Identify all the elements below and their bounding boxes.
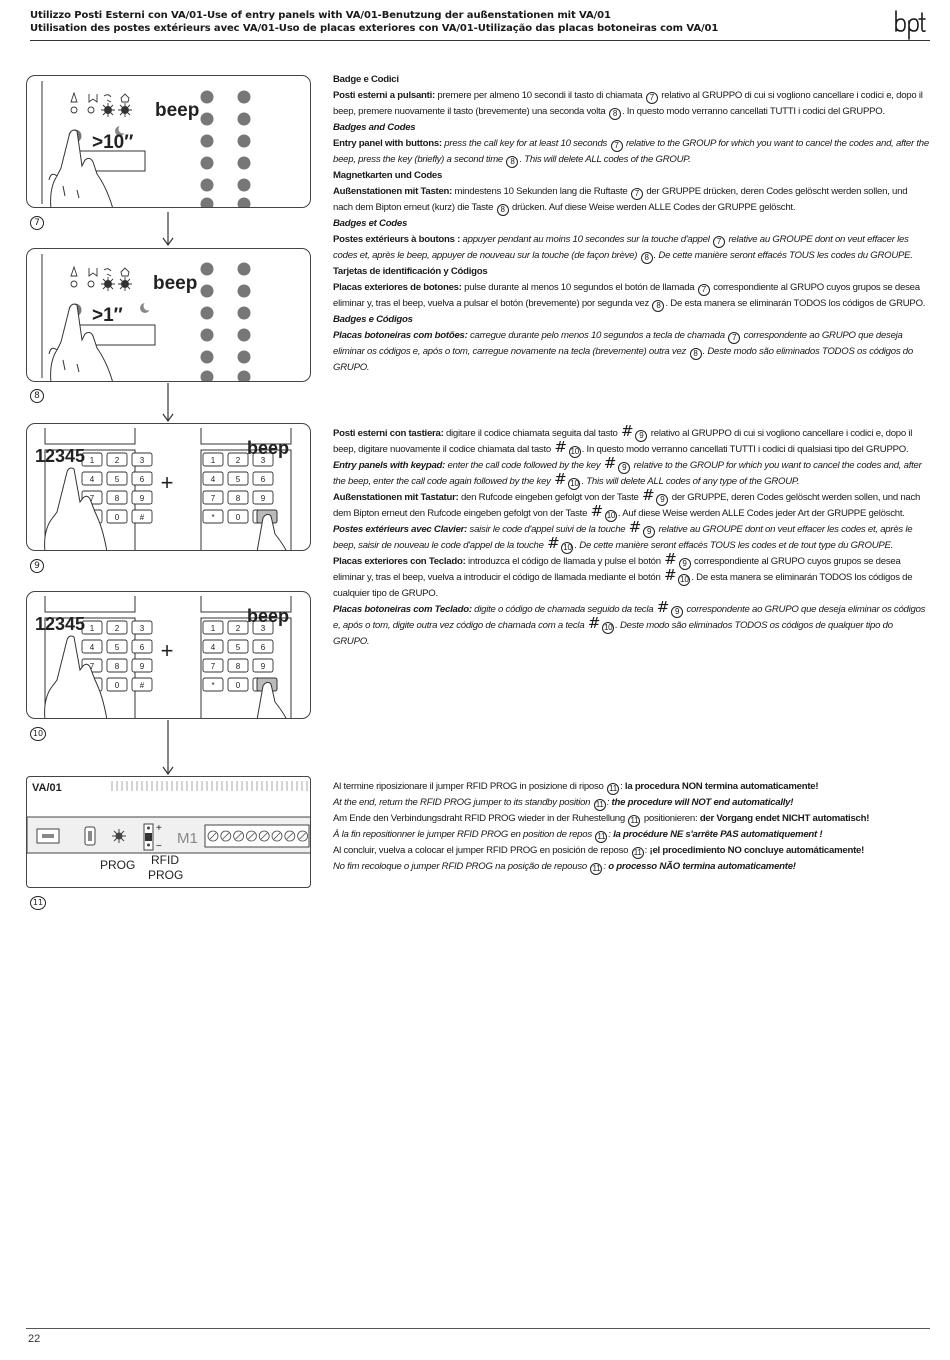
keypad-key-label: 6 [260, 475, 266, 484]
keypad-key-label: 9 [139, 494, 145, 503]
keypad-key-label: 6 [139, 643, 145, 652]
section-jumper-reset [333, 779, 929, 875]
keypad-key-label: 5 [235, 475, 241, 484]
paragraph-de: Außenstationen mit Tasten: mindestens 10 Sekunden lang die Ruftaste 7 der GRUPPE drücken, deren Codes gelöscht werden sollen, und nach dem Bipton erneut (kurz) die Taste 8 drücken. Auf diese Weise werden ALLE Codes der GRUPPE gelöscht. [333, 186, 908, 214]
arrow-down-icon [160, 212, 176, 247]
section-keypad-codes [333, 422, 929, 650]
keypad-key-label: 4 [210, 643, 216, 652]
arrow-down-icon [160, 720, 176, 776]
keypad-key-label: 8 [235, 494, 241, 503]
paragraph-fr: Postes extérieurs avec Clavier: saisir le code d'appel suivi de la touche # 9 relative au GROUPE dont on veut effacer les codes et, après le beep, saisir de nouveau le code d'appel de la touche # 10 . De cette manière seront effacés TOUS les codes et de tout type du GROUPE. [333, 518, 913, 552]
call-buttons-grid [201, 91, 251, 209]
heading-en: Badges and Codes [333, 122, 416, 133]
keypad-key-label: 2 [235, 456, 241, 465]
paragraph-en: Entry panels with keypad: enter the call code followed by the key # 9 relative to the GROUP for which you want to cancel the codes and, after the beep, enter the call code again followed by the key # 10 . This will delete ALL codes of any type of the GROUP. [333, 454, 922, 488]
paragraph-fr: Postes extérieurs à boutons : appuyer pendant au moins 10 secondes sur la touche d'appel 7 relative au GROUPE dont on veut effacer les codes et, après le beep, appuyer de nouveau sur la touche (de façon brève) 8 . De cette manière seront effacés TOUS les codes du GROUPE. [333, 234, 913, 262]
keypad-key-label: # [139, 513, 145, 522]
keypad-key-label: 5 [114, 475, 120, 484]
paragraph-en: Entry panel with buttons: press the call key for at least 10 seconds 7 relative to the GROUP for which you want to cancel the codes and, after the beep, press the key (briefly) a second time 8 . This will delete ALL codes of the GROUP. [333, 138, 929, 166]
paragraph-de: Am Ende den Verbindungsdraht RFID PROG wieder in der Ruhestellung 11 positionieren: der Vorgang endet NICHT automatisch! [333, 813, 870, 825]
page-number: 22 [28, 1333, 41, 1345]
entered-code: 12345 [35, 446, 86, 466]
keypad-key-label: * [211, 513, 215, 522]
keypad-key-label: 4 [89, 643, 95, 652]
plus-sign: + [160, 638, 174, 663]
keypad-key-label: 2 [114, 456, 120, 465]
figure-ref-10: 10 [29, 723, 47, 741]
figure-call-key-hold-10s [26, 75, 311, 208]
beep-label: beep [153, 273, 198, 294]
keypad-key-label: 4 [210, 475, 216, 484]
beep-label: beep [247, 438, 290, 458]
keypad-key-label: 1 [89, 456, 95, 465]
header-title-line1: Utilizzo Posti Esterni con VA/01-Use of entry panels with VA/01-Benutzung der außenstationen mit VA/01 [30, 10, 611, 21]
heading-de: Magnetkarten und Codes [333, 170, 443, 181]
paragraph-fr: À la fin repositionner le jumper RFID PROG en position de repos 11 : la procédure NE s'arrête PAS automatiquement ! [333, 829, 823, 841]
entered-code: 12345 [35, 614, 86, 634]
keypad-key-label: 3 [139, 624, 145, 633]
figure-ref-9: 9 [29, 555, 45, 573]
bpt-logo [890, 7, 930, 41]
paragraph-en: At the end, return the RFID PROG jumper to its standby position 11 : the procedure will NOT end automatically! [333, 797, 794, 809]
heading-es: Tarjetas de identificación y Códigos [333, 266, 488, 277]
keypad-key-label: 8 [114, 494, 120, 503]
paragraph-it: Posti esterni a pulsanti: premere per almeno 10 secondi il tasto di chiamata 7 relativo al GRUPPO di cui si vogliono cancellare i codici e, dopo il beep, premere nuovamente il tasto (brevemente) una seconda volta 8 . In questo modo verranno cancellati TUTTI i codici del GRUPPO. [333, 90, 923, 118]
keypad-key-label: 7 [89, 662, 95, 671]
keypad-key-label: 2 [235, 624, 241, 633]
led-icon [112, 829, 126, 843]
keypad-key-label: 9 [260, 662, 266, 671]
status-icons [71, 267, 132, 291]
keypad-key-label: 6 [260, 643, 266, 652]
va01-board-illustration [27, 777, 311, 888]
keypad-key-label: 0 [114, 513, 120, 522]
paragraph-es: Placas exteriores de botones: pulse durante al menos 10 segundos el botón de llamada 7 correspondiente al GRUPO cuyos grupos se desea eliminar y, tras el beep, vuelva a pulsar el botón (brevemente) por segunda vez 8 . De esta manera se eliminarán TODOS los códigos de GRUPO. [333, 282, 926, 310]
paragraph-pt: Placas botoneiras com Teclado: digite o código de chamada seguido da tecla # 9 correspondente ao GRUPO que deseja eliminar os códigos e, após o tom, digite outra vez código de chamada com a tecla # 10 . Deste modo são eliminados TODOS os códigos de qualquer tipo do GRUPO. [333, 598, 926, 647]
paragraph-pt: No fim recoloque o jumper RFID PROG na posição de repouso 11 : o processo NÃO termina automaticamente! [333, 861, 796, 873]
keypad-key-label: 9 [139, 662, 145, 671]
paragraph-it: Al termine riposizionare il jumper RFID PROG in posizione di riposo 11 : la procedura NON termina automaticamente! [333, 781, 819, 793]
keypad-key-label: 5 [235, 643, 241, 652]
keypad-key-label: 3 [260, 456, 266, 465]
prog-label: PROG [100, 858, 136, 872]
keypad-key-label: 8 [235, 662, 241, 671]
board-title: VA/01 [32, 782, 62, 794]
keypad-key-label: 1 [210, 624, 216, 633]
figure-call-key-press-1s [26, 248, 311, 382]
paragraph-de: Außenstationen mit Tastatur: den Rufcode eingeben gefolgt von der Taste # 9 der GRUPPE, deren Codes gelöscht werden sollen, und nach dem Bipton erneut den Rufcode eingeben gefolgt von der Taste # 10 . Auf diese Weise werden ALLE Codes jeder Art der GRUPPE gelöscht. [333, 486, 921, 520]
paragraph-pt: Placas botoneiras com botões: carregue durante pelo menos 10 segundos a tecla de chamada 7 correspondente ao GRUPO que deseja eliminar os códigos e, após o tom, carregue novamente na tecla (brevemente) outra vez 8 . Deste modo são eliminados TODOS os códigos do GRUPO. [333, 330, 913, 373]
paragraph-es: Al concluir, vuelva a colocar el jumper RFID PROG en posición de reposo 11 : ¡el procedimiento NO concluye automáticamente! [333, 845, 865, 857]
figure-ref-7: 7 [29, 212, 45, 230]
figure-ref-8: 8 [29, 385, 45, 403]
entry-panel-illustration [27, 249, 311, 382]
keypad-key-label: 7 [89, 494, 95, 503]
keypad-key-label: 7 [210, 662, 216, 671]
call-buttons-grid [201, 263, 251, 383]
footer-rule [26, 1328, 930, 1329]
keypad-illustration [27, 424, 311, 551]
heading-it: Badge e Codici [333, 74, 399, 85]
keypad-key-label: * [211, 681, 215, 690]
beep-label: beep [247, 606, 290, 626]
header-title-line2: Utilisation des postes extérieurs avec VA/01-Uso de placas exteriores con VA/01-Utilização das placas botoneiras com VA/01 [30, 23, 719, 34]
figure-keypad-code-hash [26, 423, 311, 551]
hold-duration-label: >10″ [92, 132, 134, 153]
rfid-label-line1: RFID [151, 853, 179, 867]
keypad-key-label: 5 [114, 643, 120, 652]
hold-duration-label: >1″ [92, 305, 123, 326]
status-icons [71, 93, 132, 117]
keypad-key-label: 0 [114, 681, 120, 690]
keypad-key-label: 3 [260, 624, 266, 633]
keypad-key-label: 8 [114, 662, 120, 671]
figure-va01-jumper [26, 776, 311, 888]
paragraph-it: Posti esterni con tastiera: digitare il codice chiamata seguita dal tasto # 9 relativo al GRUPPO di cui si vogliono cancellare i codici e, dopo il beep, digitare nuovamente il codice chiamata dal tasto # 10 . In questo modo verranno cancellati TUTTI i codici di qualsiasi tipo del GRUPPO. [333, 422, 913, 456]
keypad-illustration [27, 592, 311, 719]
plus-sign: + [160, 470, 174, 495]
figure-ref-11: 11 [29, 892, 47, 910]
section-badges-codes-buttons [333, 72, 929, 376]
page-header [30, 9, 930, 41]
svg-text:+: + [156, 823, 162, 834]
keypad-key-label: 0 [235, 513, 241, 522]
arrow-down-icon [160, 383, 176, 423]
m1-label: M1 [177, 830, 198, 847]
keypad-key-label: 9 [260, 494, 266, 503]
keypad-key-label: 7 [210, 494, 216, 503]
keypad-key-label: 6 [139, 475, 145, 484]
figure-keypad-code-hash-repeat [26, 591, 311, 719]
keypad-key-label: 4 [89, 475, 95, 484]
svg-text:−: − [156, 841, 162, 852]
keypad-key-label: 1 [210, 456, 216, 465]
heading-fr: Badges et Codes [333, 218, 408, 229]
beep-label: beep [155, 100, 200, 121]
entry-panel-illustration [27, 76, 311, 208]
keypad-key-label: 2 [114, 624, 120, 633]
keypad-key-label: # [139, 681, 145, 690]
keypad-key-label: 0 [235, 681, 241, 690]
heading-pt: Badges e Códigos [333, 314, 413, 325]
keypad-key-label: 1 [89, 624, 95, 633]
keypad-key-label: 3 [139, 456, 145, 465]
rfid-label-line2: PROG [148, 868, 184, 882]
paragraph-es: Placas exteriores con Teclado: introduzca el código de llamada y pulse el botón # 9 correspondiente al GRUPO cuyos grupos se desea eliminar y, tras el beep, vuelva a introducir el código de llamada mediante el botón # 10 . De esta manera se eliminarán TODOS los códigos de cualquier tipo de GRUPO. [333, 550, 913, 599]
